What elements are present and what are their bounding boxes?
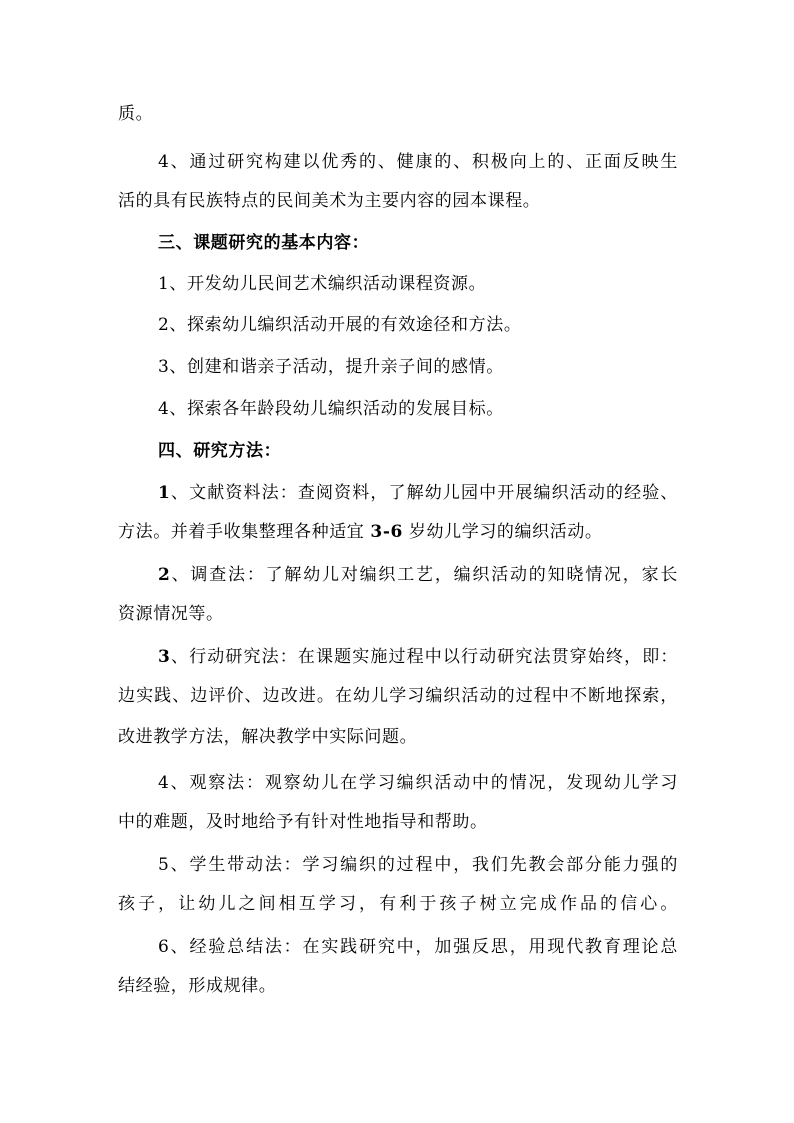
paragraph-line: 方法。并着手收集整理各种适宜 3-6 岁幼儿学习的编织活动。 [118, 522, 603, 542]
paragraph-line: 孩子，让幼儿之间相互学习，有利于孩子树立完成作品的信心。 [118, 894, 678, 914]
paragraph-line: 活的具有民族特点的民间美术为主要内容的园本课程。 [118, 191, 541, 211]
paragraph-line: 边实践、边评价、边改进。在幼儿学习编织活动的过程中不断地探索， [118, 686, 678, 706]
list-item: 4、探索各年龄段幼儿编织活动的发展目标。 [158, 399, 504, 419]
section-heading: 三、课题研究的基本内容： [158, 233, 370, 253]
list-item: 2、探索幼儿编织活动开展的有效途径和方法。 [158, 315, 522, 335]
paragraph-line: 2、调查法：了解幼儿对编织工艺，编织活动的知晓情况，家长 [158, 565, 678, 585]
paragraph-line: 资源情况等。 [118, 604, 224, 624]
paragraph-line: 改进教学方法，解决教学中实际问题。 [118, 727, 418, 747]
paragraph-line: 中的难题，及时地给予有针对性地指导和帮助。 [118, 812, 488, 832]
paragraph-line: 质。 [118, 104, 154, 124]
paragraph-line: 5、学生带动法：学习编织的过程中，我们先教会部分能力强的 [158, 855, 678, 875]
section-heading: 四、研究方法： [158, 441, 282, 461]
paragraph-line: 1、文献资料法：查阅资料，了解幼儿园中开展编织活动的经验、 [158, 483, 678, 503]
list-item: 1、开发幼儿民间艺术编织活动课程资源。 [158, 274, 487, 294]
paragraph-line: 3、行动研究法：在课题实施过程中以行动研究法贯穿始终，即： [158, 647, 678, 667]
paragraph-line: 结经验，形成规律。 [118, 976, 277, 996]
paragraph-line: 6、经验总结法：在实践研究中，加强反思，用现代教育理论总 [158, 937, 678, 957]
paragraph-line: 4、通过研究构建以优秀的、健康的、积极向上的、正面反映生 [158, 152, 678, 172]
paragraph-line: 4、观察法：观察幼儿在学习编织活动中的情况，发现幼儿学习 [158, 773, 678, 793]
list-item: 3、创建和谐亲子活动，提升亲子间的感情。 [158, 357, 504, 377]
